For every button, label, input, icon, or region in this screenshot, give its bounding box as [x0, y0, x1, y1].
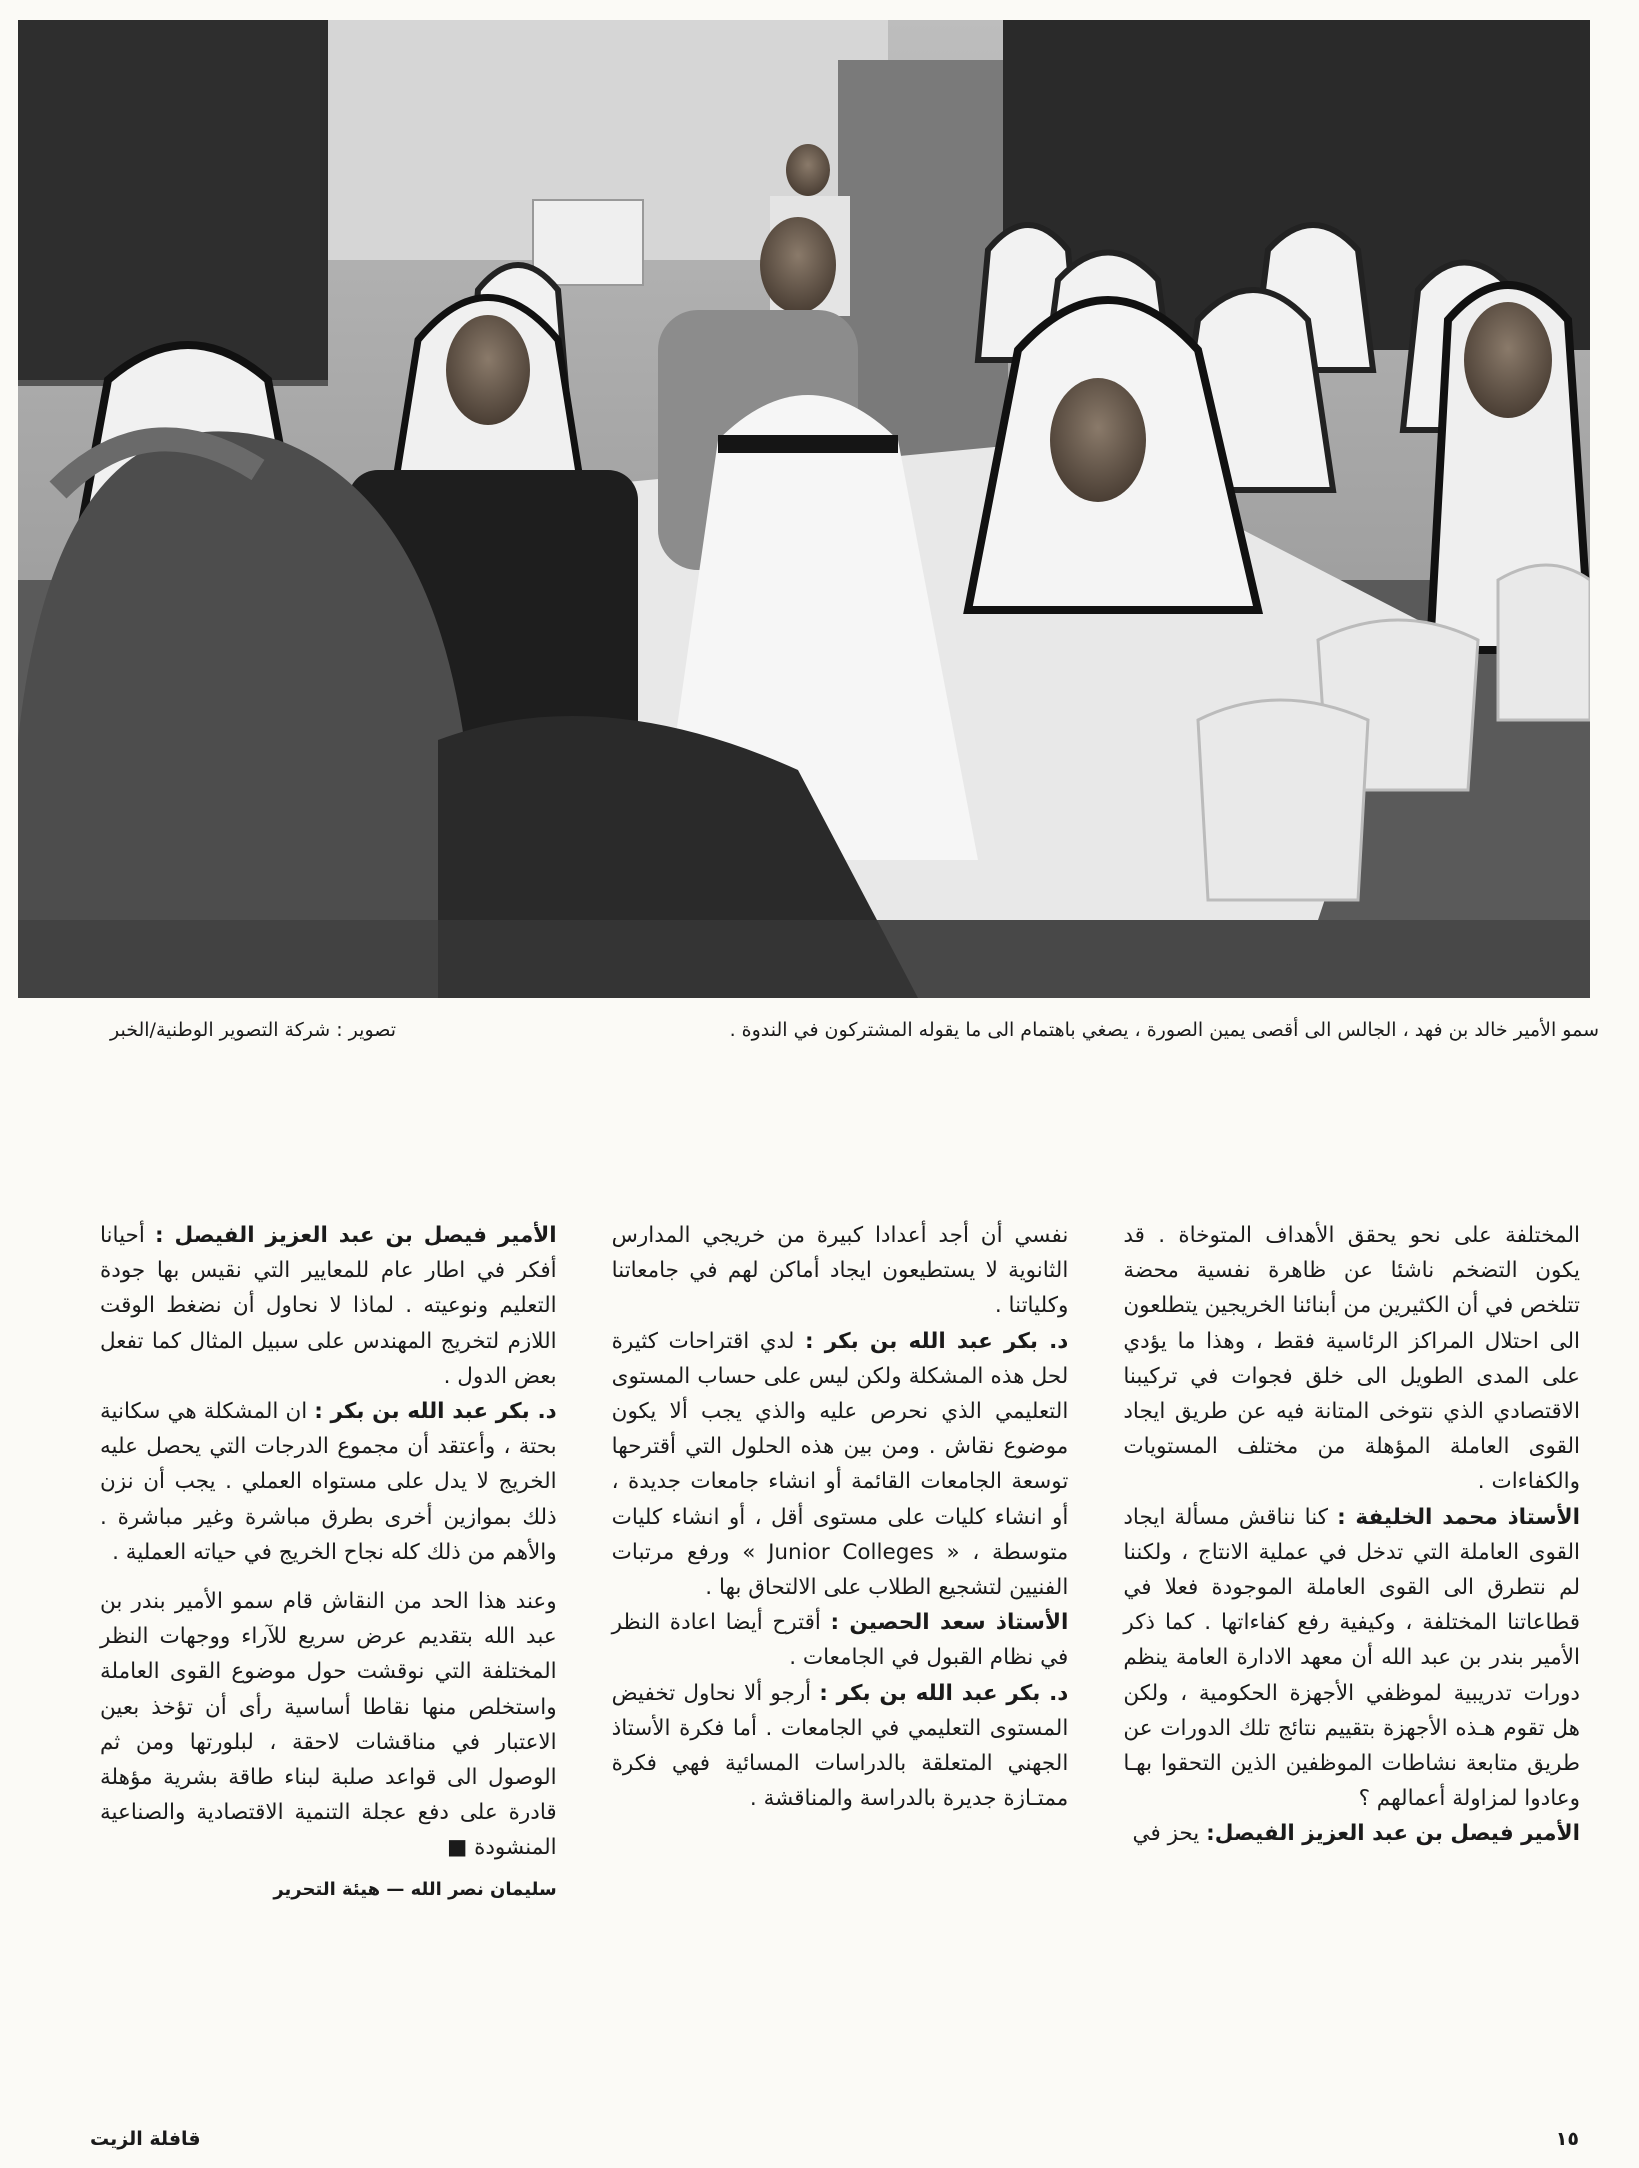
speaker-name: الأمير فيصل بن عبد العزيز الفيصل: — [1206, 1821, 1580, 1847]
caption-text: سمو الأمير خالد بن فهد ، الجالس الى أقصى يمين الصورة ، يصغي باهتمام الى ما يقوله المشتركون في الندوة . — [729, 1019, 1599, 1041]
speaker-name: د. بكر عبد الله بن بكر : — [314, 1399, 557, 1425]
magazine-name: قافلة الزيت — [90, 2128, 201, 2150]
speaker-name: الأستاذ محمد الخليفة : — [1337, 1504, 1581, 1530]
page-footer — [90, 2122, 1579, 2156]
paragraph: د. بكر عبد الله بن بكر : لدي اقتراحات كثيرة لحل هذه المشكلة ولكن ليس على حساب المستوى التعليمي الذي نحرص عليه والذي يجب ألا يكون موضوع نقاش . ومن بين هذه الحلول التي أقترحها توسعة الجامعات القائمة أو انشاء جامعات جديدة ، أو انشاء كليات على مستوى أقل ، أو انشاء كليات متوسطة ، « Junior Colleges » ورفع مرتبات الفنيين لتشجيع الطلاب على الالتحاق بها . — [611, 1328, 1069, 1601]
author-signature: سليمان نصر الله — هيئة التحرير — [273, 1878, 557, 1900]
paragraph: الأستاذ سعد الحصين : أقترح أيضا اعادة النظر في نظام القبول في الجامعات . — [611, 1610, 1069, 1671]
paragraph: وعند هذا الحد من النقاش قام سمو الأمير بندر بن عبد الله بتقديم عرض سريع للآراء ووجهات النظر المختلفة التي نوقشت حول موضوع القوى العاملة واستخلص منها نقاطا أساسية رأى أن تؤخذ بعين الاعتبار في مناقشات لاحقة ، لبلورتها ومن ثم الوصول الى قواعد صلبة لبناء طاقة بشرية مؤهلة قادرة على دفع عجلة التنمية الاقتصادية والصناعية المنشودة ■ — [99, 1589, 557, 1861]
column-left — [100, 1218, 557, 2018]
paragraph: المختلفة على نحو يحقق الأهداف المتوخاة . قد يكون التضخم ناشئا عن ظاهرة نفسية محضة تتلخص في أن الكثيرين من أبنائنا الخريجين يتطلعون الى احتلال المراكز الرئاسية فقط ، وهذا ما يؤدي على المدى الطويل الى خلق فجوات في تركيبنا الاقتصادي الذي نتوخى المتانة فيه عن طريق ايجاد القوى العاملة المؤهلة من مختلف المستويات والكفاءات . — [1123, 1223, 1580, 1495]
article-body — [100, 1218, 1580, 2018]
column-middle — [612, 1218, 1069, 2018]
paragraph: د. بكر عبد الله بن بكر : أرجو ألا نحاول تخفيض المستوى التعليمي في الجامعات . أما فكرة الأستاذ الجهني المتعلقة بالدراسات المسائية فهي فكرة ممتـازة جديرة بالدراسة والمناقشة . — [611, 1680, 1069, 1812]
paragraph: نفسي أن أجد أعدادا كبيرة من خريجي المدارس الثانوية لا يستطيعون ايجاد أماكن لهم في جامعاتنا وكلياتنا . — [611, 1223, 1069, 1319]
photo-caption — [110, 1010, 1599, 1050]
page-number: ١٥ — [1555, 2128, 1579, 2150]
paragraph: د. بكر عبد الله بن بكر : ان المشكلة هي سكانية بحتة ، وأعتقد أن مجموع الدرجات التي يحصل عليه الخريج لا يدل على مستواه العملي . يجب أن نزن ذلك بموازين أخرى بطرق مباشرة وغير مباشرة . والأهم من ذلك كله نجاح الخريج في حياته العملية . — [99, 1399, 557, 1565]
paragraph: الأمير فيصل بن عبد العزيز الفيصل : أحيانا أفكر في اطار عام للمعايير التي نقيس بها جودة التعليم ونوعيته . لماذا لا نحاول أن نضغط الوقت اللازم لتخريج المهندس على سبيل المثال كما تفعل بعض الدول . — [99, 1223, 557, 1389]
column-right — [1123, 1218, 1580, 2018]
photo-credit: تصوير : شركة التصوير الوطنية/الخبر — [110, 1019, 397, 1041]
speaker-name: الأمير فيصل بن عبد العزيز الفيصل : — [155, 1223, 557, 1248]
speaker-name: د. بكر عبد الله بن بكر : — [819, 1680, 1069, 1706]
photo-discussion-table — [18, 20, 1590, 998]
paragraph: الأستاذ محمد الخليفة : كنا نناقش مسألة ايجاد القوى العاملة التي تدخل في عملية الانتاج ، ولكننا لم نتطرق الى القوى العاملة الموجودة فعلا في قطاعاتنا المختلفة ، وكيفية رفع كفاءاتها . كما ذكر الأمير بندر بن عبد الله أن معهد الادارة العامة ينظم دورات تدريبية لموظفي الأجهزة الحكومية ، ولكن هل تقوم هـذه الأجهزة بتقييم نتائج تلك الدورات عن طريق متابعة نشاطات الموظفين الذين التحقوا بهـا وعادوا لمزاولة أعمالهم ؟ — [1123, 1504, 1581, 1812]
speaker-name: الأستاذ سعد الحصين : — [830, 1610, 1069, 1636]
paragraph: الأمير فيصل بن عبد العزيز الفيصل: يحز في — [1132, 1821, 1580, 1847]
article-photo — [18, 20, 1590, 998]
speaker-name: د. بكر عبد الله بن بكر : — [804, 1328, 1069, 1354]
